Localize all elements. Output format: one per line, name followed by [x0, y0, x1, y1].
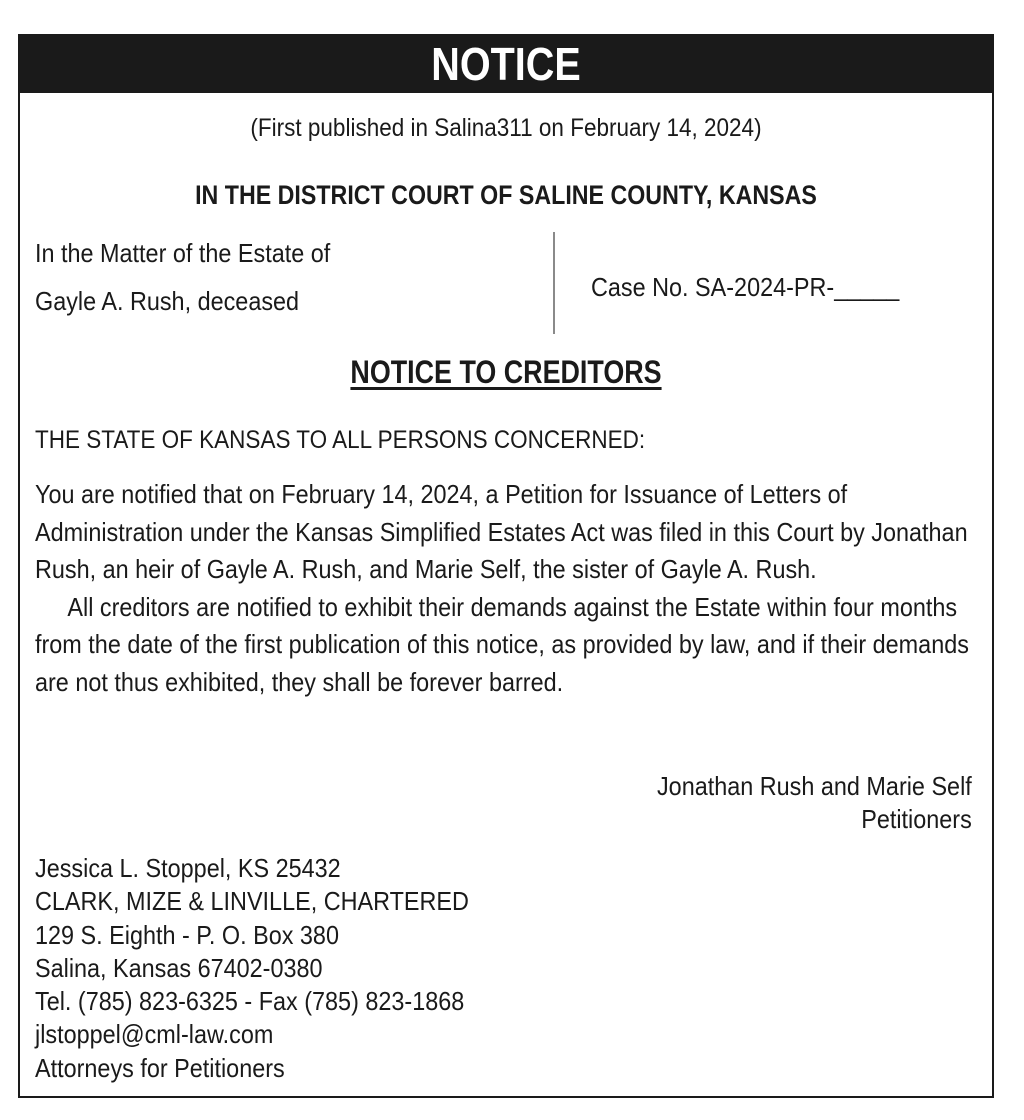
legal-notice — [18, 34, 994, 1098]
notice-body — [35, 476, 977, 701]
case-number: Case No. SA-2024-PR-_____ — [591, 272, 900, 302]
court-heading: IN THE DISTRICT COURT OF SALINE COUNTY, KANSAS — [195, 180, 817, 210]
notice-banner-title: NOTICE — [88, 36, 924, 93]
attorney-role: Attorneys for Petitioners — [35, 1052, 285, 1083]
attorney-email: jlstoppel@cml-law.com — [35, 1019, 274, 1050]
attorney-street: 129 S. Eighth - P. O. Box 380 — [35, 919, 339, 950]
attorney-phone: Tel. (785) 823-6325 - Fax (785) 823-1868 — [35, 986, 465, 1017]
attorney-firm: CLARK, MIZE & LINVILLE, CHARTERED — [35, 886, 469, 917]
attorney-name: Jessica L. Stoppel, KS 25432 — [35, 853, 341, 883]
attorney-contact-block — [35, 852, 469, 1085]
notice-paragraph-1: You are notified that on February 14, 2024, a Petition for Issuance of Letters of Administration under the Kansas Simplified Estates Act was filed in this Court by Jonathan Rush, an heir of Gayle A. Rush, and Marie Self, the sister of Gayle A. Rush. — [35, 479, 968, 584]
first-published-line: (First published in Salina311 on February 14, 2024) — [250, 114, 762, 142]
petitioner-names: Jonathan Rush and Marie Self — [657, 771, 972, 801]
estate-matter-line-1: In the Matter of the Estate of — [35, 238, 331, 268]
petitioner-role: Petitioners — [861, 804, 972, 834]
case-caption — [35, 232, 975, 334]
estate-matter-line-2: Gayle A. Rush, deceased — [35, 286, 300, 316]
petitioner-signature — [657, 770, 972, 836]
notice-banner — [20, 36, 992, 93]
notice-address-line: THE STATE OF KANSAS TO ALL PERSONS CONCERNED: — [35, 426, 646, 454]
notice-to-creditors-title: NOTICE TO CREDITORS — [350, 354, 662, 390]
notice-paragraph-2: All creditors are notified to exhibit their demands against the Estate within four months from the date of the first publication of this notice, as provided by law, and if their demands are not thus exhibited, they shall be forever barred. — [35, 591, 969, 697]
attorney-city: Salina, Kansas 67402-0380 — [35, 952, 323, 983]
estate-matter — [35, 232, 555, 334]
